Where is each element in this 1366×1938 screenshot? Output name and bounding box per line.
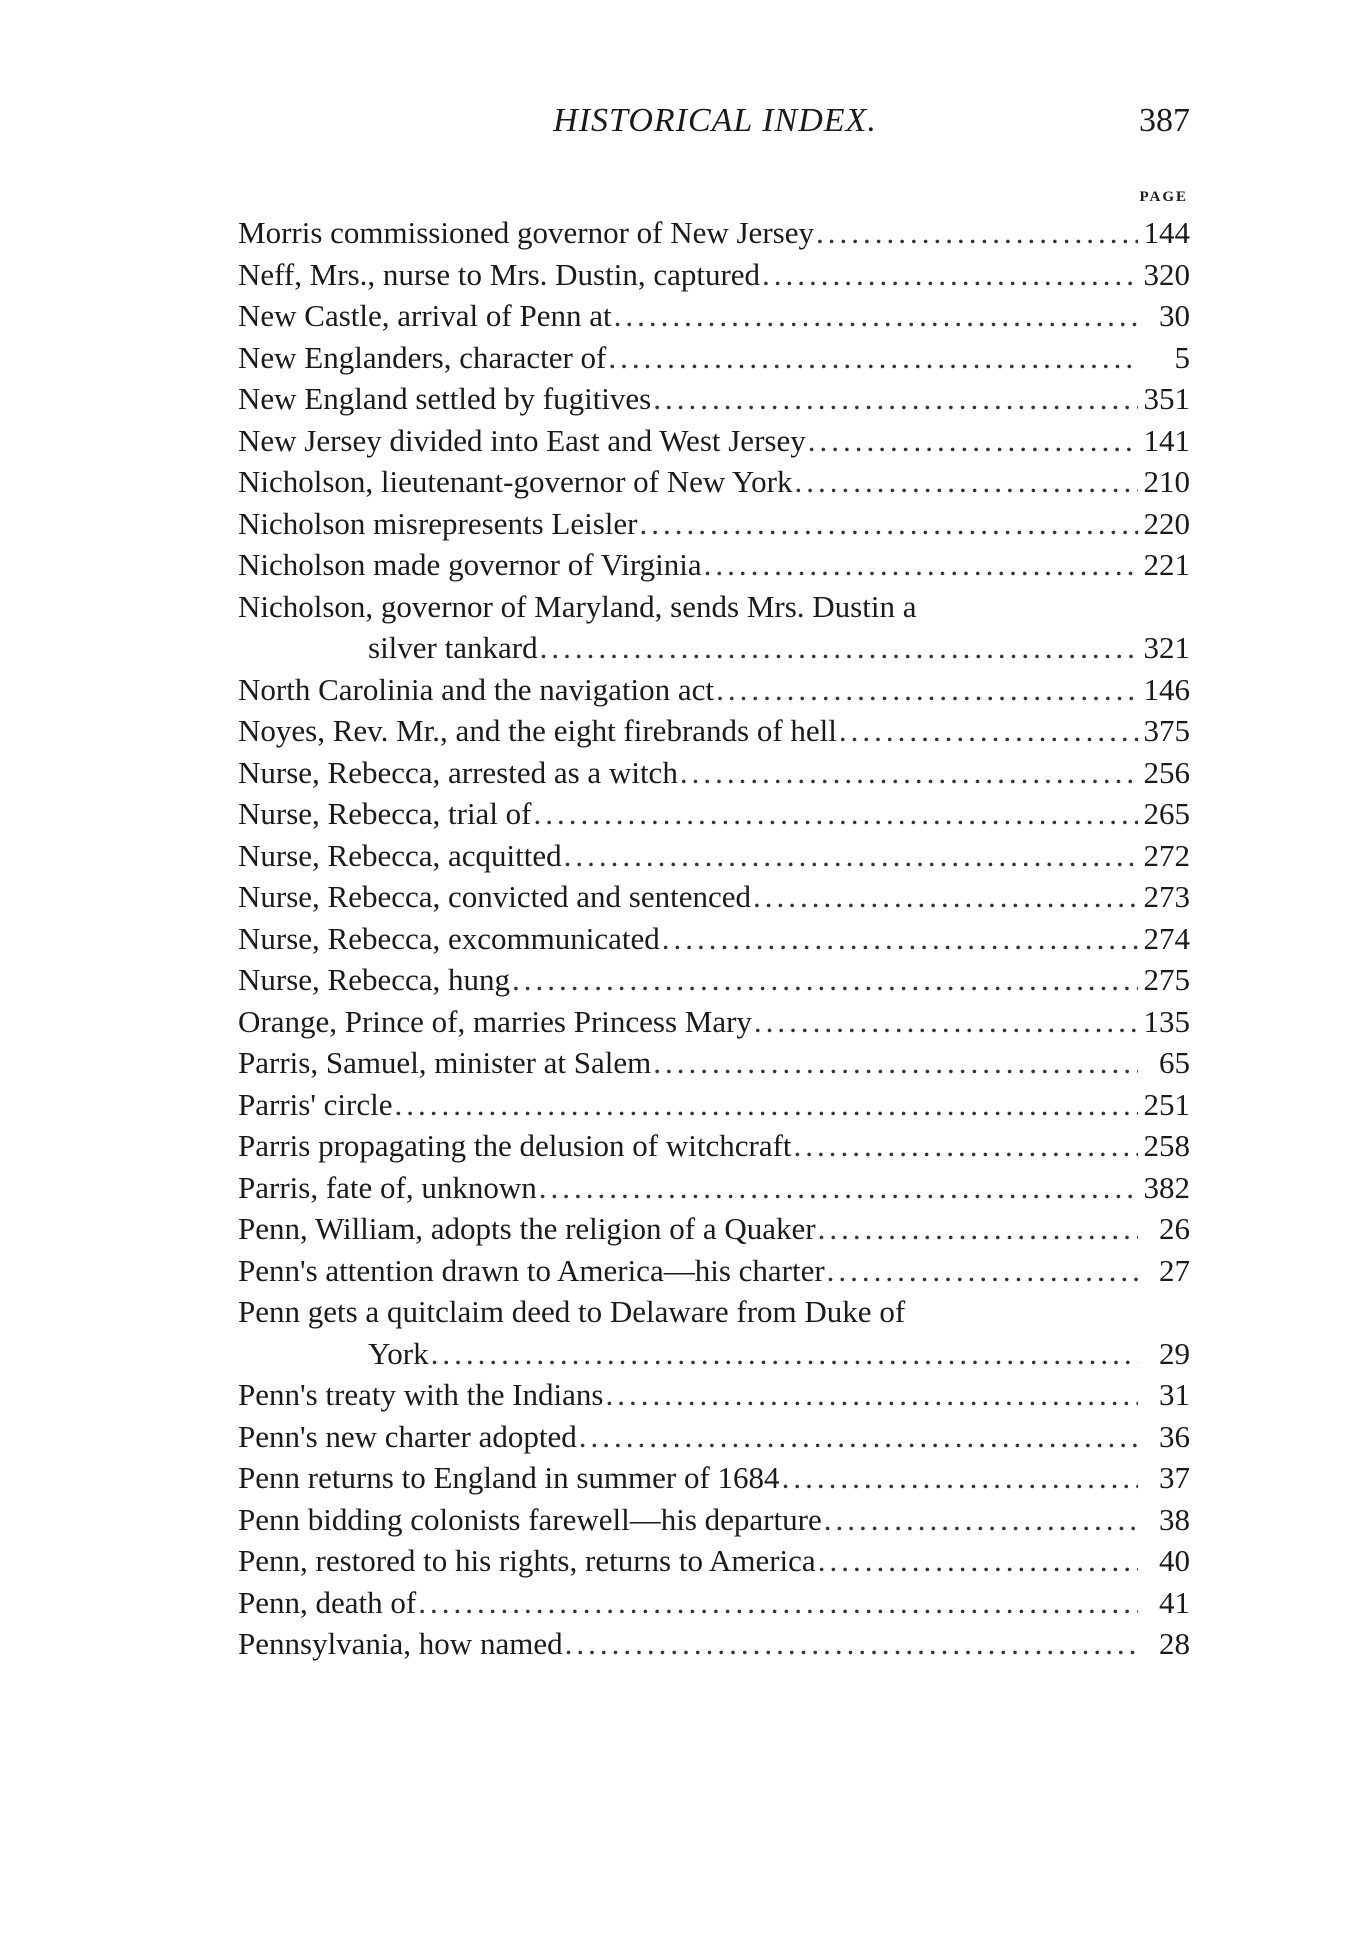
- index-entry-text: Penn, restored to his rights, returns to America: [238, 1543, 816, 1578]
- index-entry: [238, 420, 1190, 462]
- dot-leader: [824, 1499, 1138, 1541]
- index-entry-page: 275: [1143, 962, 1190, 997]
- index-entry-text: Penn's attention drawn to America—his charter: [238, 1252, 825, 1288]
- index-entry: [238, 1291, 1190, 1374]
- dot-leader: [540, 627, 1138, 669]
- index-entry-page: 321: [1143, 630, 1190, 665]
- index-entry-text: Penn's treaty with the Indians: [238, 1377, 604, 1412]
- dot-leader: [418, 1582, 1138, 1624]
- dot-leader: [608, 337, 1138, 379]
- index-entry-text: Nurse, Rebecca, acquitted: [238, 837, 562, 873]
- dot-leader: [818, 1540, 1138, 1582]
- index-entry: [238, 1499, 1190, 1541]
- index-entry-page: 30: [1159, 298, 1190, 333]
- index-entry-text: Nicholson, lieutenant-governor of New York: [238, 464, 793, 499]
- dot-leader: [704, 544, 1138, 586]
- dot-leader: [539, 1167, 1138, 1209]
- index-entry-text: Nurse, Rebecca, trial of: [238, 796, 532, 831]
- index-entry-text: Nicholson misrepresents Leisler: [238, 505, 638, 541]
- index-entry-continuation: silver tankard: [368, 630, 538, 665]
- dot-leader: [839, 710, 1138, 752]
- index-entry: [238, 254, 1190, 296]
- index-entry-text: Orange, Prince of, marries Princess Mary: [238, 1003, 752, 1039]
- index-entry-text: New Jersey divided into East and West Jersey: [238, 422, 806, 458]
- index-entry-text: Neff, Mrs., nurse to Mrs. Dustin, captured: [238, 256, 761, 292]
- index-entry-text: Morris commissioned governor of New Jersey: [238, 215, 814, 250]
- index-entry-page: 29: [1159, 1335, 1190, 1371]
- index-entry: [238, 503, 1190, 545]
- index-entry-text: Parris, fate of, unknown: [238, 1169, 537, 1205]
- dot-leader: [827, 1250, 1138, 1292]
- dot-leader: [565, 1623, 1138, 1665]
- dot-leader: [680, 752, 1138, 794]
- index-entry-page: 144: [1143, 215, 1190, 250]
- index-entry-page: 38: [1159, 1501, 1190, 1537]
- index-entry: [238, 1416, 1190, 1458]
- index-entry-page: 135: [1143, 1003, 1190, 1039]
- dot-leader: [395, 1084, 1138, 1126]
- index-entry-page: 141: [1143, 422, 1190, 458]
- index-entry-page: 351: [1143, 381, 1190, 416]
- index-entry-continuation: York: [368, 1335, 429, 1371]
- index-entry: [238, 212, 1190, 254]
- index-entry: [238, 1623, 1190, 1665]
- index-entry-text: Penn's new charter adopted: [238, 1418, 577, 1454]
- index-entry: [238, 876, 1190, 918]
- index-entry: [238, 1084, 1190, 1126]
- dot-leader: [753, 876, 1138, 918]
- dot-leader: [754, 1001, 1138, 1043]
- index-entry: [238, 1001, 1190, 1043]
- index-entry-page: 28: [1159, 1626, 1190, 1661]
- index-entry-text: Nurse, Rebecca, arrested as a witch: [238, 754, 678, 790]
- dot-leader: [579, 1416, 1138, 1458]
- index-entry-page: 274: [1143, 920, 1190, 956]
- index-entry: [238, 918, 1190, 960]
- dot-leader: [662, 918, 1138, 960]
- index-entry-page: 31: [1159, 1377, 1190, 1412]
- index-entry-text: Penn, death of: [238, 1584, 417, 1620]
- index-entry-page: 265: [1143, 796, 1190, 831]
- dot-leader: [534, 793, 1138, 835]
- index-entry-text: Nicholson made governor of Virginia: [238, 547, 702, 582]
- index-entry-page: 221: [1143, 547, 1190, 582]
- index-entry: [238, 1125, 1190, 1167]
- index-entry-text: New England settled by fugitives: [238, 381, 652, 416]
- index-entry-page: 41: [1159, 1584, 1190, 1620]
- running-head: [240, 102, 1190, 152]
- dot-leader: [762, 254, 1137, 296]
- index-entry-page: 210: [1143, 464, 1190, 499]
- index-entry: [238, 1250, 1190, 1292]
- index-entry-page: 5: [1174, 339, 1190, 375]
- dot-leader: [653, 378, 1137, 420]
- index-entry: [238, 461, 1190, 503]
- index-entry-text: Nurse, Rebecca, convicted and sentenced: [238, 879, 751, 914]
- index-entry-text: Nurse, Rebecca, hung: [238, 962, 511, 997]
- index-entry: [238, 669, 1190, 711]
- index-entry: [238, 1208, 1190, 1250]
- index-entry: [238, 959, 1190, 1001]
- index-entry-text: Penn gets a quitclaim deed to Delaware from Duke of: [238, 1294, 906, 1329]
- index-entry-page: 273: [1143, 879, 1190, 914]
- index-entry-page: 256: [1143, 754, 1190, 790]
- dot-leader: [639, 503, 1137, 545]
- dot-leader: [512, 959, 1137, 1001]
- index-entry: [238, 586, 1190, 669]
- index-entries: [238, 212, 1190, 1665]
- index-entry-text: Nurse, Rebecca, excommunicated: [238, 920, 660, 956]
- index-entry-page: 375: [1143, 713, 1190, 748]
- dot-leader: [564, 835, 1138, 877]
- index-entry: [238, 1540, 1190, 1582]
- dot-leader: [794, 1125, 1138, 1167]
- index-entry-page: 36: [1159, 1418, 1190, 1454]
- index-entry-page: 65: [1159, 1045, 1190, 1080]
- index-entry: [238, 835, 1190, 877]
- index-entry: [238, 378, 1190, 420]
- index-entry-page: 320: [1143, 256, 1190, 292]
- index-entry-page: 251: [1143, 1086, 1190, 1122]
- dot-leader: [431, 1333, 1138, 1375]
- index-entry: [238, 1582, 1190, 1624]
- index-entry-page: 272: [1143, 837, 1190, 873]
- index-entry: [238, 793, 1190, 835]
- dot-leader: [653, 1042, 1138, 1084]
- index-entry-page: 258: [1143, 1128, 1190, 1163]
- dot-leader: [716, 669, 1137, 711]
- index-entry-page: 146: [1143, 671, 1190, 707]
- page-number: 387: [1139, 102, 1190, 139]
- index-entry-text: Nicholson, governor of Maryland, sends Mrs. Dustin a: [238, 588, 917, 624]
- index-entry-text: Noyes, Rev. Mr., and the eight firebrands of hell: [238, 713, 837, 748]
- dot-leader: [794, 461, 1137, 503]
- index-entry-text: Parris' circle: [238, 1086, 393, 1122]
- index-entry-text: Parris propagating the delusion of witchcraft: [238, 1128, 792, 1163]
- dot-leader: [818, 1208, 1138, 1250]
- page-column-heading: PAGE: [1139, 189, 1188, 205]
- index-entry-continuation-line: [238, 627, 1190, 669]
- index-entry: [238, 1374, 1190, 1416]
- index-entry: [238, 752, 1190, 794]
- dot-leader: [605, 1374, 1138, 1416]
- dot-leader: [782, 1457, 1138, 1499]
- dot-leader: [808, 420, 1138, 462]
- index-entry-page: 40: [1159, 1543, 1190, 1578]
- index-entry-text: Parris, Samuel, minister at Salem: [238, 1045, 652, 1080]
- index-entry-text: Pennsylvania, how named: [238, 1626, 563, 1661]
- index-entry-text: Penn returns to England in summer of 1684: [238, 1460, 780, 1495]
- index-entry-text: Penn bidding colonists farewell—his departure: [238, 1501, 822, 1537]
- dot-leader: [816, 212, 1138, 254]
- index-entry: [238, 1457, 1190, 1499]
- index-entry-text: North Carolinia and the navigation act: [238, 671, 715, 707]
- index-entry: [238, 544, 1190, 586]
- index-entry-text: Penn, William, adopts the religion of a Quaker: [238, 1211, 816, 1246]
- dot-leader: [614, 295, 1138, 337]
- index-list: [238, 182, 1190, 1665]
- index-entry-page: 27: [1159, 1252, 1190, 1288]
- index-entry: [238, 710, 1190, 752]
- index-entry: [238, 337, 1190, 379]
- index-entry: [238, 1167, 1190, 1209]
- index-entry-page: 37: [1159, 1460, 1190, 1495]
- page-title: HISTORICAL INDEX.: [553, 102, 877, 139]
- index-entry-page: 382: [1143, 1169, 1190, 1205]
- index-entry-continuation-line: [238, 1333, 1190, 1375]
- index-entry-page: 220: [1143, 505, 1190, 541]
- index-entry-text: New Castle, arrival of Penn at: [238, 298, 612, 333]
- index-entry-page: 26: [1159, 1211, 1190, 1246]
- index-entry: [238, 1042, 1190, 1084]
- index-entry-text: New Englanders, character of: [238, 339, 607, 375]
- index-entry: [238, 295, 1190, 337]
